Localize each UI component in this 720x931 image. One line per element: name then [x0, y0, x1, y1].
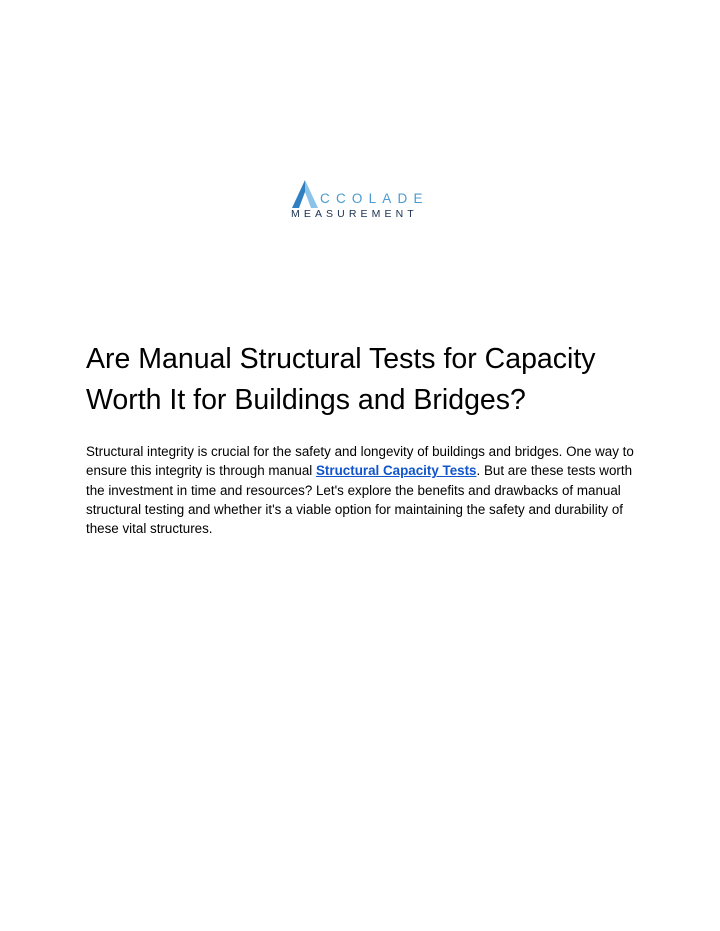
accolade-a-triangle-icon: [290, 179, 322, 209]
accolade-measurement-logo: [290, 179, 450, 223]
logo-text-bottom: MEASUREMENT: [291, 208, 418, 220]
structural-capacity-tests-link[interactable]: Structural Capacity Tests: [316, 463, 477, 479]
paragraph-text-before-link: Structural integrity is crucial for the safety and longevity of buildings and bridges. One way to ensure this integrity is through manual: [86, 444, 634, 479]
logo-text-top: CCOLADE: [320, 191, 429, 206]
intro-paragraph: [86, 442, 646, 538]
page-title: Are Manual Structural Tests for Capacity Worth It for Buildings and Bridges?: [86, 343, 596, 416]
paragraph-text-after-link: . But are these tests worth the investment in time and resources? Let's explore the benefits and drawbacks of manual structural testing and whether it's a viable option for maintaining the safety and durability of these vital structures.: [86, 463, 633, 537]
